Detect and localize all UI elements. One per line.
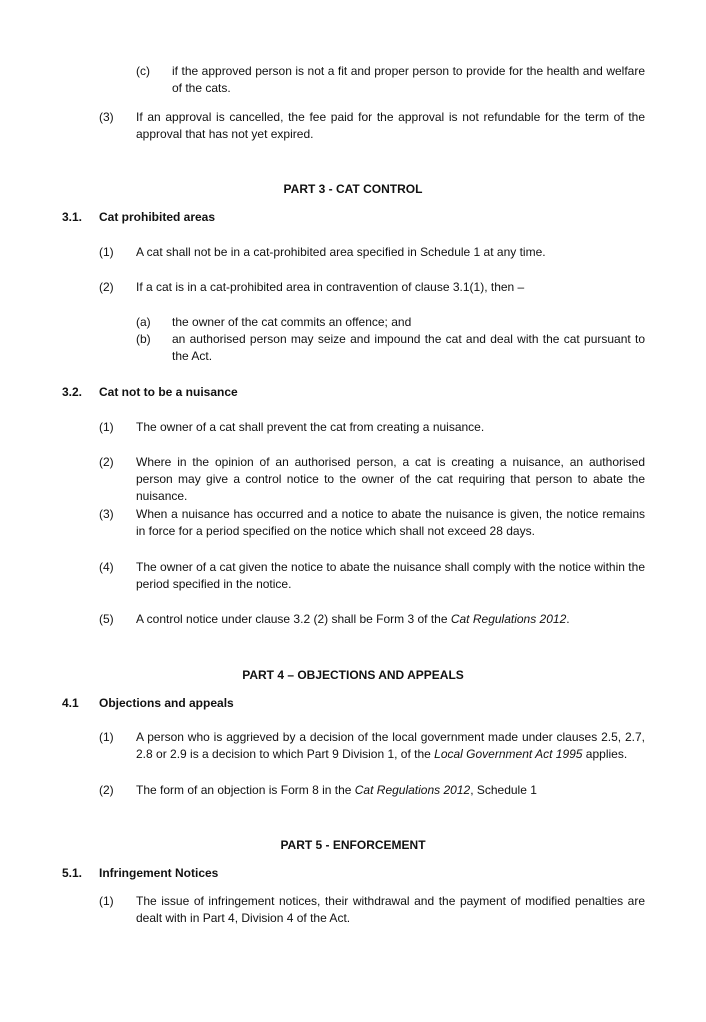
subclause-text: When a nuisance has occurred and a notice to abate the nuisance is given, the notice remains in force for a period specified on the notice which shall not exceed 28 days.: [136, 507, 645, 538]
clause-title: Cat not to be a nuisance: [99, 385, 238, 399]
subclause-text: If a cat is in a cat-prohibited area in contravention of clause 3.1(1), then –: [136, 280, 525, 294]
subclause-4-1-1: [99, 729, 645, 763]
paragraph-a: [136, 314, 645, 331]
clause-number: 4.1: [62, 696, 79, 710]
clause-title: Infringement Notices: [99, 866, 219, 880]
subclause-text: A cat shall not be in a cat-prohibited area specified in Schedule 1 at any time.: [136, 245, 546, 259]
subclause-text: The issue of infringement notices, their withdrawal and the payment of modified penalties are dealt with in Part 4, Division 4 of the Act.: [136, 894, 645, 925]
clause-title: Cat prohibited areas: [99, 210, 216, 224]
paragraph-number: (b): [136, 332, 151, 346]
paragraph-c: [136, 63, 645, 97]
subclause-text: The owner of a cat given the notice to abate the nuisance shall comply with the notice within the period specified in the notice.: [136, 560, 645, 591]
subclause-text: Where in the opinion of an authorised person, a cat is creating a nuisance, an authorised person may give a control notice to the owner of the cat requiring that person to abate the nuisance.: [136, 455, 645, 503]
subclause-3-2-5: [99, 611, 645, 628]
subclause-number: (1): [99, 420, 114, 434]
paragraph-number: (a): [136, 315, 151, 329]
subclause-number: (1): [99, 894, 114, 908]
subclause-number: (2): [99, 280, 114, 294]
subclause-3-1-1: [99, 244, 645, 261]
subclause-3: [99, 109, 645, 143]
subclause-number: (2): [99, 455, 114, 469]
subclause-number: (3): [99, 507, 114, 521]
subclause-text: A person who is aggrieved by a decision of the local government made under clauses 2.5, 2.7, 2.8 or 2.9 is a decision to which Part 9 Division 1, of the Local Government Act 1995 applies.: [136, 730, 645, 761]
part-3-heading: PART 3 - CAT CONTROL: [283, 182, 423, 196]
subclause-text: If an approval is cancelled, the fee paid for the approval is not refundable for the term of the approval that has not yet expired.: [136, 110, 645, 141]
subclause-number: (4): [99, 560, 114, 574]
paragraph-b: [136, 331, 645, 365]
subclause-number: (3): [99, 110, 114, 124]
subclause-text: The owner of a cat shall prevent the cat from creating a nuisance.: [136, 420, 485, 434]
subclause-3-2-4: [99, 559, 645, 593]
subclause-text: A control notice under clause 3.2 (2) shall be Form 3 of the Cat Regulations 2012.: [136, 612, 570, 626]
subclause-4-1-2: [99, 782, 645, 799]
paragraph-text: an authorised person may seize and impound the cat and deal with the cat pursuant to the Act.: [172, 332, 645, 363]
clause-number: 3.2.: [62, 385, 83, 399]
subclause-3-1-2: [99, 279, 645, 296]
subclause-number: (5): [99, 612, 114, 626]
subclause-3-2-1: [99, 419, 645, 436]
clause-number: 5.1.: [62, 866, 83, 880]
subclause-number: (1): [99, 245, 114, 259]
part-5-heading: PART 5 - ENFORCEMENT: [280, 838, 426, 852]
clause-number: 3.1.: [62, 210, 83, 224]
subclause-text: The form of an objection is Form 8 in the Cat Regulations 2012, Schedule 1: [136, 783, 537, 797]
subclause-number: (2): [99, 783, 114, 797]
part-4-heading: PART 4 – OBJECTIONS AND APPEALS: [242, 668, 464, 682]
paragraph-text: the owner of the cat commits an offence; and: [172, 315, 412, 329]
clause-title: Objections and appeals: [99, 696, 234, 710]
paragraph-text: if the approved person is not a fit and proper person to provide for the health and welfare of the cats.: [172, 64, 645, 95]
subclause-5-1-1: [99, 893, 645, 927]
subclause-number: (1): [99, 730, 114, 744]
paragraph-number: (c): [136, 64, 150, 78]
subclause-3-2-3: [99, 506, 645, 540]
subclause-3-2-2: [99, 454, 645, 505]
